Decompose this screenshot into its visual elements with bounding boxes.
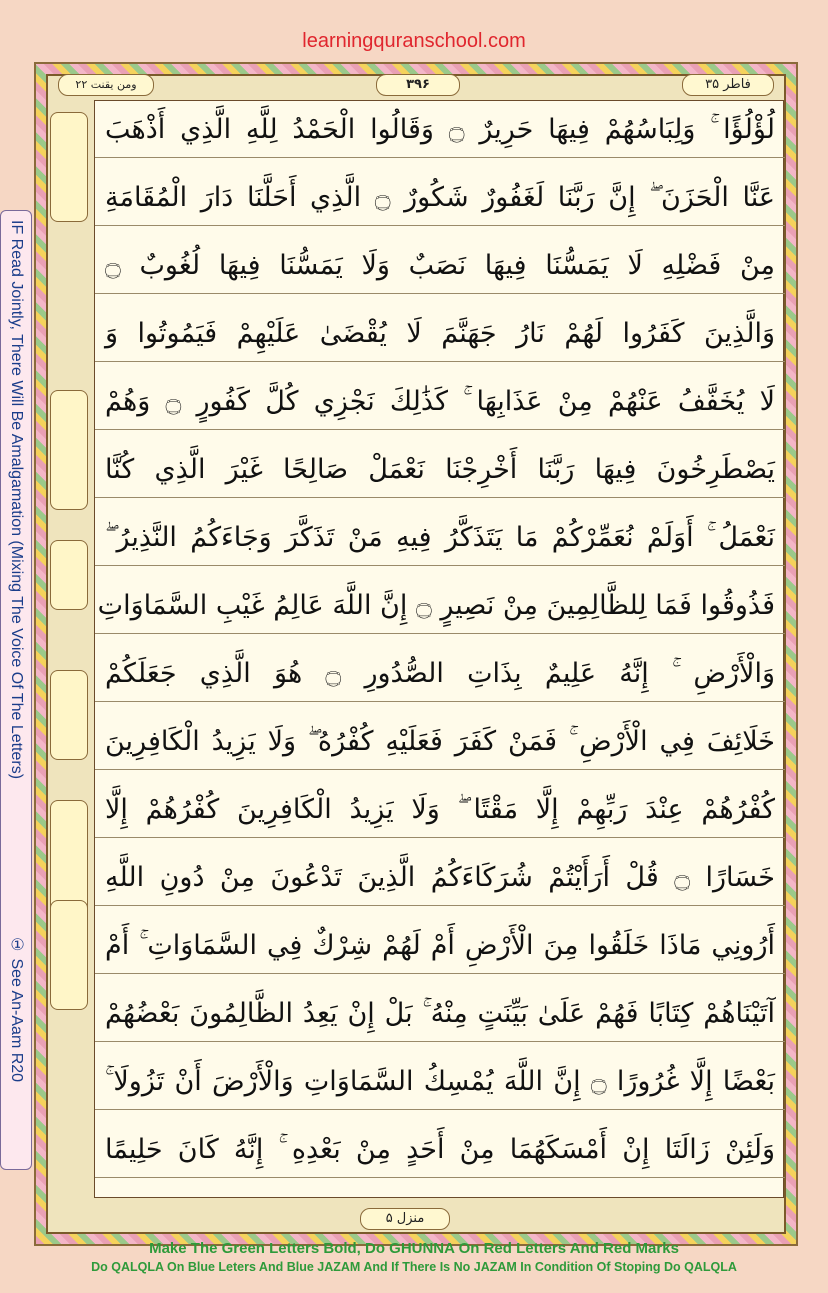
quran-text-panel (94, 100, 784, 1198)
tajweed-rule-line-1: Make The Green Letters Bold, Do GHUNNA On Red Letters And Red Marks (149, 1240, 679, 1257)
juz-name-box: ومن يقنت ۲۲ (58, 74, 154, 96)
verse-line: يَصْطَرِخُونَ فِيهَا رَبَّنَا أَخْرِجْنَا نَعْمَلْ صَالِحًا غَيْرَ الَّذِي كُنَّا (95, 441, 785, 498)
side-footnote-text: ① See An-Aam R20 (8, 935, 25, 1083)
header-band (46, 74, 786, 96)
verse-line: أَرُونِي مَاذَا خَلَقُوا مِنَ الْأَرْضِ أَمْ لَهُمْ شِرْكٌ فِي السَّمَاوَاتِ ۚ أَمْ (95, 917, 785, 974)
margin-note (50, 112, 88, 222)
verse-line: خَلَائِفَ فِي الْأَرْضِ ۚ فَمَنْ كَفَرَ فَعَلَيْهِ كُفْرُهُ ۖ وَلَا يَزِيدُ الْكَافِرِينَ (95, 713, 785, 770)
verse-line: عَنَّا الْحَزَنَ ۖ إِنَّ رَبَّنَا لَغَفُورٌ شَكُورٌ ۝ الَّذِي أَحَلَّنَا دَارَ الْمُقَامَةِ (95, 169, 785, 226)
side-instruction-text: IF Read Jointly, There Will Be Amalgamation (Mixing The Voice Of The Letters) (8, 220, 25, 780)
verse-line: فَذُوقُوا فَمَا لِلظَّالِمِينَ مِنْ نَصِيرٍ ۝ إِنَّ اللَّهَ عَالِمُ غَيْبِ السَّمَاوَاتِ (95, 577, 785, 634)
page-number-box: ۳۹۶ (376, 74, 460, 96)
margin-note (50, 670, 88, 760)
verse-line: بَعْضًا إِلَّا غُرُورًا ۝ إِنَّ اللَّهَ يُمْسِكُ السَّمَاوَاتِ وَالْأَرْضَ أَنْ تَزُولَا ۚ (95, 1053, 785, 1110)
site-url[interactable]: learningquranschool.com (302, 30, 526, 52)
verse-line: خَسَارًا ۝ قُلْ أَرَأَيْتُمْ شُرَكَاءَكُمُ الَّذِينَ تَدْعُونَ مِنْ دُونِ اللَّهِ (95, 849, 785, 906)
margin-note (50, 900, 88, 1010)
verse-line: وَلَئِنْ زَالَتَا إِنْ أَمْسَكَهُمَا مِنْ أَحَدٍ مِنْ بَعْدِهِ ۚ إِنَّهُ كَانَ حَلِيمًا (95, 1121, 785, 1178)
verse-line: وَالَّذِينَ كَفَرُوا لَهُمْ نَارُ جَهَنَّمَ لَا يُقْضَىٰ عَلَيْهِمْ فَيَمُوتُوا وَ (95, 305, 785, 362)
margin-column (46, 100, 92, 1198)
verse-line: لَا يُخَفَّفُ عَنْهُمْ مِنْ عَذَابِهَا ۚ كَذَٰلِكَ نَجْزِي كُلَّ كَفُورٍ ۝ وَهُمْ (95, 373, 785, 430)
verse-line: كُفْرُهُمْ عِنْدَ رَبِّهِمْ إِلَّا مَقْتًا ۖ وَلَا يَزِيدُ الْكَافِرِينَ كُفْرُهُمْ إِلَّا (95, 781, 785, 838)
verse-line: وَالْأَرْضِ ۚ إِنَّهُ عَلِيمٌ بِذَاتِ الصُّدُورِ ۝ هُوَ الَّذِي جَعَلَكُمْ (95, 645, 785, 702)
verse-line: مِنْ فَضْلِهِ لَا يَمَسُّنَا فِيهَا نَصَبٌ وَلَا يَمَسُّنَا فِيهَا لُغُوبٌ ۝ (95, 237, 785, 294)
surah-name-box: فاطر ۳۵ (682, 74, 774, 96)
manzil-box: منزل ۵ (360, 1208, 450, 1230)
margin-note (50, 540, 88, 610)
tajweed-rule-line-2: Do QALQLA On Blue Leters And Blue JAZAM And If There Is No JAZAM In Condition Of Stoping Do QALQLA (91, 1260, 737, 1274)
margin-note (50, 390, 88, 510)
verse-line: نَعْمَلُ ۚ أَوَلَمْ نُعَمِّرْكُمْ مَا يَتَذَكَّرُ فِيهِ مَنْ تَذَكَّرَ وَجَاءَكُمُ النَّذِيرُ ۖ (95, 509, 785, 566)
verse-line: آتَيْنَاهُمْ كِتَابًا فَهُمْ عَلَىٰ بَيِّنَتٍ مِنْهُ ۚ بَلْ إِنْ يَعِدُ الظَّالِمُونَ بَعْضُهُمْ (95, 985, 785, 1042)
verse-line: لُؤْلُؤًا ۚ وَلِبَاسُهُمْ فِيهَا حَرِيرٌ ۝ وَقَالُوا الْحَمْدُ لِلَّهِ الَّذِي أَذْهَبَ (95, 101, 785, 158)
